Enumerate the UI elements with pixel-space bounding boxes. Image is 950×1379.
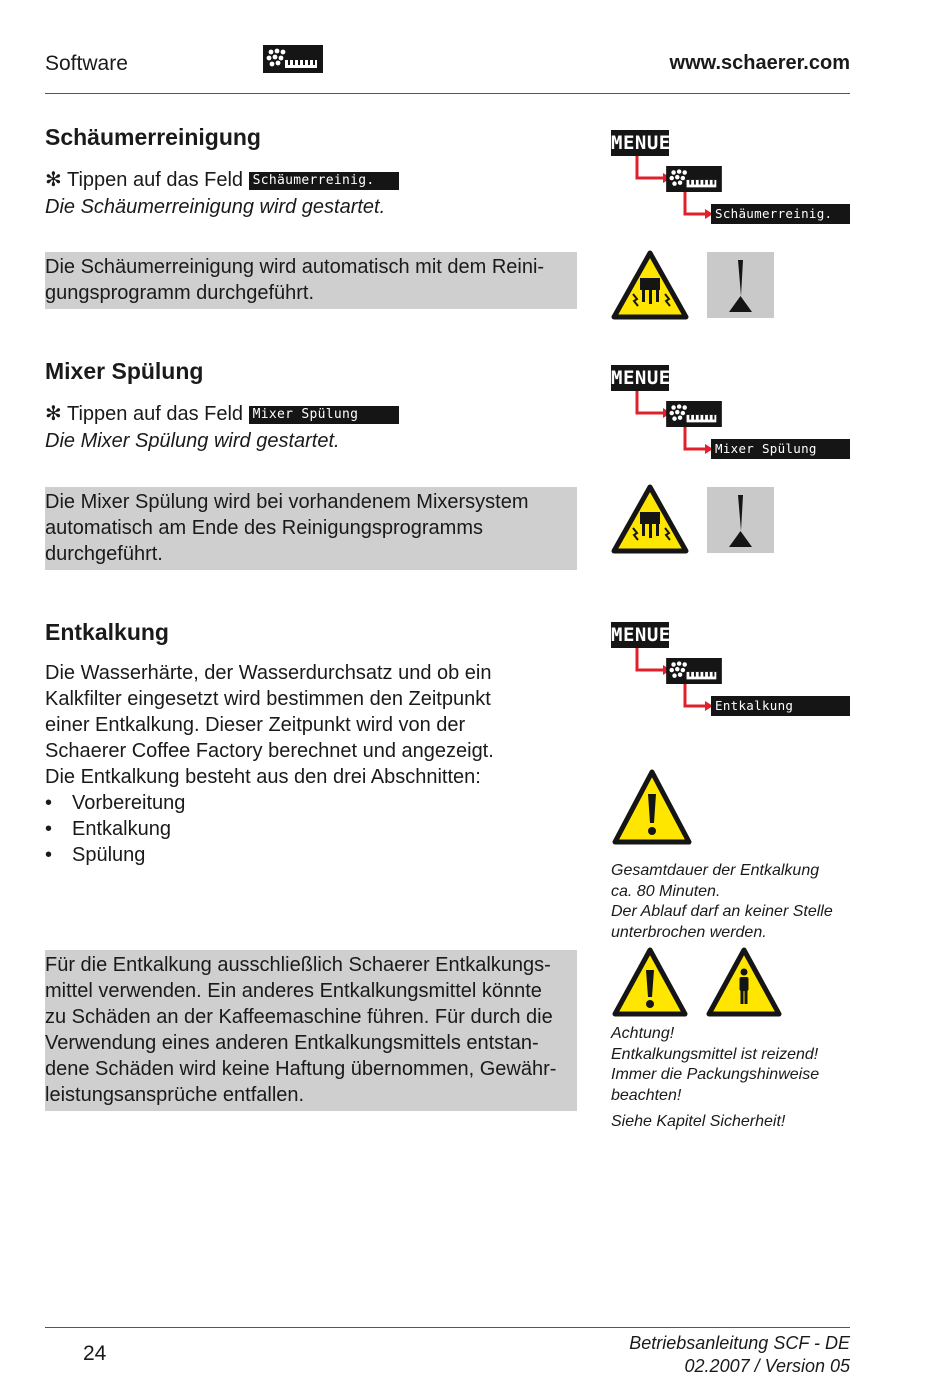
person-warning-icon <box>705 946 783 1023</box>
action-prefix: Tippen auf das Feld <box>67 169 244 191</box>
body-line: Die Entkalkung besteht aus den drei Abschnitten: <box>45 766 481 788</box>
cleaning-symbol-icon <box>665 658 723 689</box>
submenu-entkalkung: Entkalkung <box>711 696 850 716</box>
caption-line: Gesamtdauer der Entkalkung <box>611 862 820 879</box>
body-line: einer Entkalkung. Dieser Zeitpunkt wird von der <box>45 714 466 736</box>
page-number: 24 <box>83 1342 107 1365</box>
note-box <box>45 487 577 570</box>
body-line: Kalkfilter eingesetzt wird bestimmen den Zeitpunkt <box>45 688 491 710</box>
section-title-entkalkung: Entkalkung <box>45 619 169 645</box>
caption-attention <box>611 1024 819 1106</box>
body-line: Die Wasserhärte, der Wasserdurchsatz und ob ein <box>45 662 492 684</box>
note-box <box>45 252 577 309</box>
asterisk-icon: ✻ <box>45 403 62 425</box>
cleaning-symbol-icon <box>665 166 723 197</box>
bullet-list <box>45 790 185 868</box>
note-line: dene Schäden wird keine Haftung übernommen, Gewähr- <box>45 1058 557 1080</box>
field-mixer-spuelung[interactable]: Mixer Spülung <box>249 406 399 424</box>
footer-doc-info <box>629 1332 850 1378</box>
menue-button: MENUE <box>611 624 671 646</box>
note-line: mittel verwenden. Ein anderes Entkalkungsmittel könnte <box>45 980 542 1002</box>
electric-shock-warning-icon <box>611 250 689 325</box>
section-title-mixer-spuelung: Mixer Spülung <box>45 358 204 384</box>
cleaning-symbol-icon <box>263 45 323 78</box>
menue-button: MENUE <box>611 132 671 154</box>
submenu-schaeumerreinig: Schäumerreinig. <box>711 204 850 224</box>
body-line: Schaerer Coffee Factory berechnet und angezeigt. <box>45 740 494 762</box>
caption-line: ca. 80 Minuten. <box>611 882 721 900</box>
asterisk-icon: ✻ <box>45 169 62 191</box>
note-line: zu Schäden an der Kaffeemaschine führen. Für durch die <box>45 1006 553 1028</box>
action-result: Die Schäumerreinigung wird gestartet. <box>45 196 386 218</box>
caption-safety-reference: Siehe Kapitel Sicherheit! <box>611 1113 786 1130</box>
note-line: durchgeführt. <box>45 543 163 565</box>
note-box <box>45 950 577 1111</box>
field-schaeumerreinig[interactable]: Schäumerreinig. <box>249 172 399 190</box>
caption-line: Immer die Packungshinweise <box>611 1066 820 1083</box>
footer-rule <box>45 1327 850 1328</box>
list-item: • Entkalkung <box>45 816 185 842</box>
note-line: Die Mixer Spülung wird bei vorhandenem Mixersystem <box>45 491 529 513</box>
body-text <box>45 660 494 790</box>
header-rule <box>45 93 850 94</box>
section-title-schaeumerreinigung: Schäumerreinigung <box>45 124 261 150</box>
action-prefix: Tippen auf das Feld <box>67 403 244 425</box>
electric-shock-warning-icon <box>611 484 689 559</box>
action-line <box>45 167 399 193</box>
action-line <box>45 401 399 427</box>
caption-line: beachten! <box>611 1086 682 1104</box>
list-item: • Spülung <box>45 842 185 868</box>
header-website: www.schaerer.com <box>669 52 850 74</box>
exclamation-icon <box>707 487 774 553</box>
warning-triangle-icon <box>611 946 689 1023</box>
caption-line: Entkalkungsmittel ist reizend! <box>611 1045 819 1063</box>
footer-version: 02.2007 / Version 05 <box>684 1356 850 1376</box>
caption-line: unterbrochen werden. <box>611 923 767 941</box>
note-line: Verwendung eines anderen Entkalkungsmittels entstan- <box>45 1032 539 1054</box>
note-line: automatisch am Ende des Reinigungsprogramms <box>45 517 483 539</box>
menue-button: MENUE <box>611 367 671 389</box>
caption-line: Achtung! <box>611 1025 675 1042</box>
caption-duration <box>611 861 833 943</box>
note-line: gungsprogramm durchgeführt. <box>45 282 315 304</box>
footer-doc: Betriebsanleitung SCF - DE <box>629 1333 850 1353</box>
list-item: • Vorbereitung <box>45 790 185 816</box>
exclamation-icon <box>707 252 774 318</box>
warning-triangle-icon <box>611 768 693 851</box>
action-result: Die Mixer Spülung wird gestartet. <box>45 430 340 452</box>
note-line: Für die Entkalkung ausschließlich Schaerer Entkalkungs- <box>45 954 551 976</box>
header-section: Software <box>45 52 128 75</box>
note-line: leistungsansprüche entfallen. <box>45 1084 305 1106</box>
cleaning-symbol-icon <box>665 401 723 432</box>
submenu-mixer-spuelung: Mixer Spülung <box>711 439 850 459</box>
caption-line: Der Ablauf darf an keiner Stelle <box>611 903 833 920</box>
note-line: Die Schäumerreinigung wird automatisch mit dem Reini- <box>45 256 545 278</box>
